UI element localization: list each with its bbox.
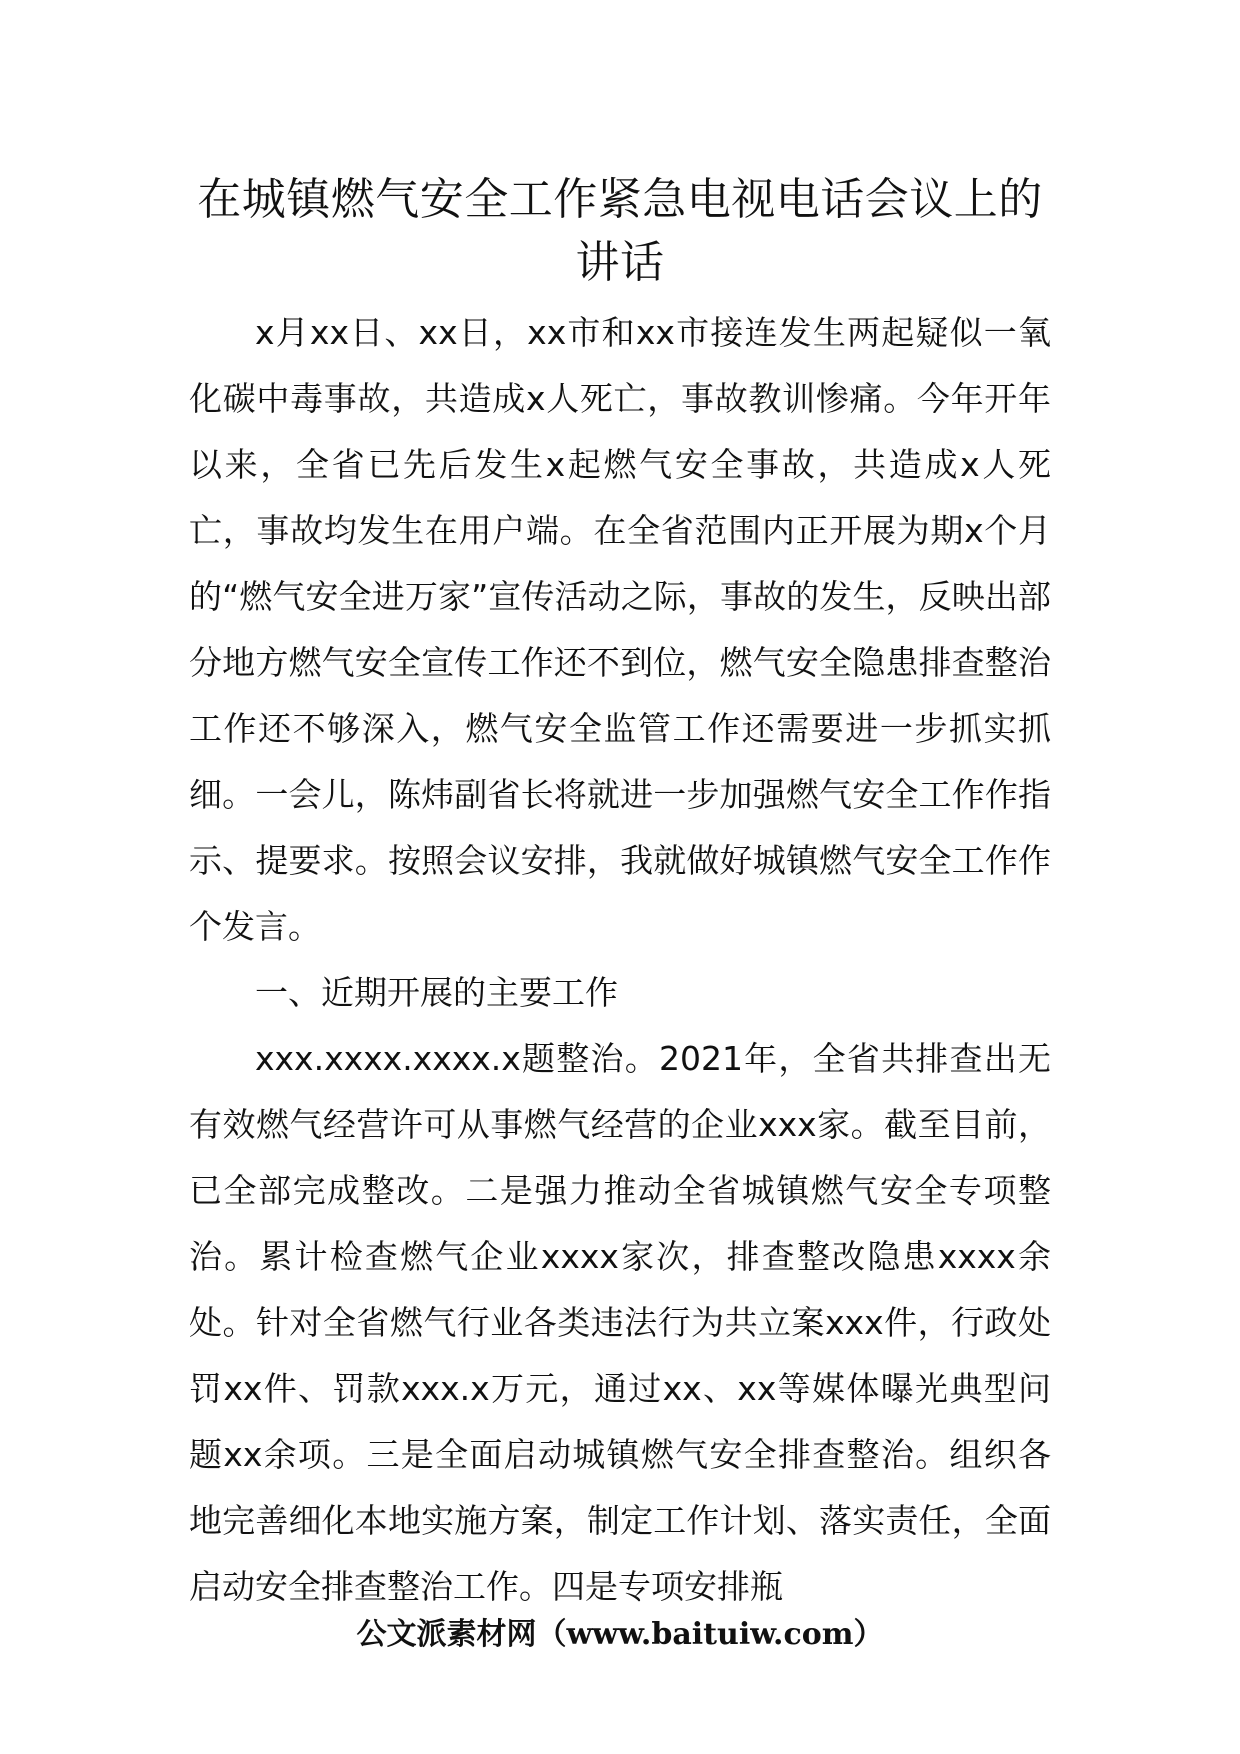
footer-watermark: 公文派素材网（www.baituiw.com） (356, 1617, 884, 1652)
intro-paragraph: x月xx日、xx日，xx市和xx市接连发生两起疑似一氧化碳中毒事故，共造成x人死亡，事故教训惨痛。今年开年以来，全省已先后发生x起燃气安全事故，共造成x人死亡，事故均发生在用户端。在全省范围内正开展为期x个月的“燃气安全进万家”宣传活动之际，事故的发生，反映出部分地方燃气安全宣传工作还不到位，燃气安全隐患排查整治工作还不够深入，燃气安全监管工作还需要进一步抓实抓细。一会儿，陈炜副省长将就进一步加强燃气安全工作作指示、提要求。按照会议安排，我就做好城镇燃气安全工作作个发言。 (189, 313, 1051, 946)
section-paragraph: xxx.xxxx.xxxx.x题整治。2021年，全省共排查出无有效燃气经营许可从事燃气经营的企业xxx家。截至目前，已全部完成整改。二是强力推动全省城镇燃气安全专项整治。累计检查燃气企业xxxx家次，排查整改隐患xxxx余处。针对全省燃气行业各类违法行为共立案xxx件，行政处罚xx件、罚款xxx.x万元，通过xx、xx等媒体曝光典型问题xx余项。三是全面启动城镇燃气安全排查整治。组织各地完善细化本地实施方案，制定工作计划、落实责任，全面启动安全排查整治工作。四是专项安排瓶 (189, 1039, 1051, 1606)
document-body (189, 300, 1051, 1620)
document-title: 在城镇燃气安全工作紧急电视电话会议上的讲话 (197, 174, 1043, 288)
section-heading: 一、近期开展的主要工作 (255, 973, 618, 1012)
